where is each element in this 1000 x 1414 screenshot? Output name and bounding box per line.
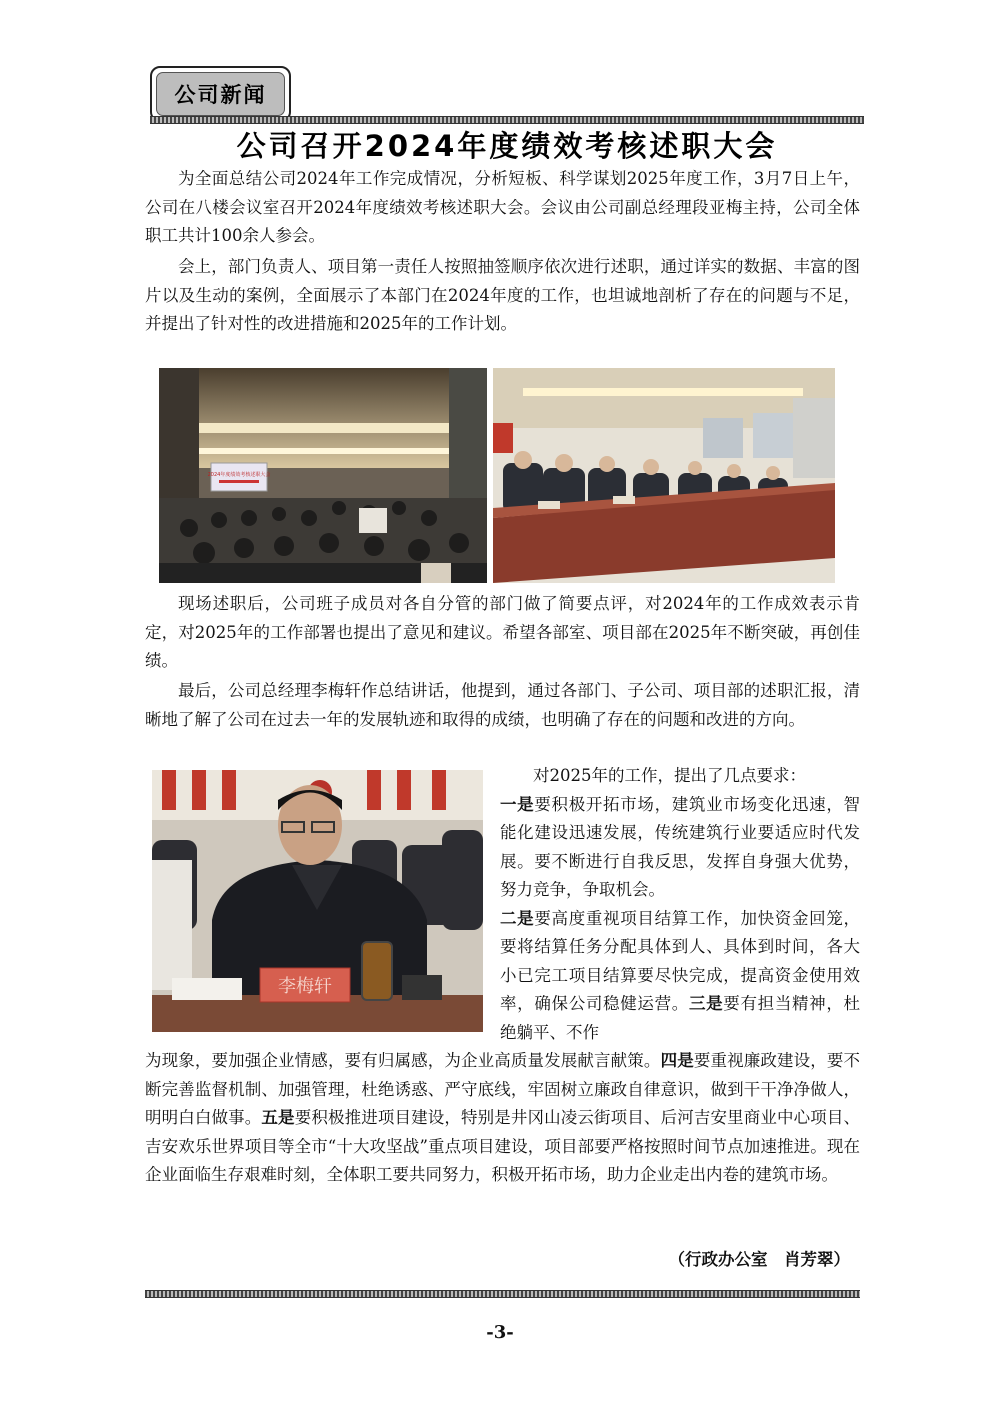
paragraph-2: 会上，部门负责人、项目第一责任人按照抽签顺序依次进行述职，通过详实的数据、丰富的图片以及生动的案例，全面展示了本部门在2024年度的工作，也坦诚地剖析了存在的问题与不足，并提出了针对性的改进措施和2025年的工作计划。 — [145, 257, 860, 333]
req4-label: 四是 — [660, 1051, 694, 1070]
screen-caption: 2024年度绩效考核述职大会 — [207, 472, 271, 478]
req4-text: 要重视廉政建设，要不断完善监督机制、加强管理，杜绝诱惑、严守底线，牢固树立廉政自律意识，做到干干净净做人，明明白白做事。 — [145, 1051, 861, 1127]
author-signature: （行政办公室 肖芳翠） — [668, 1250, 850, 1269]
top-rule — [150, 116, 864, 124]
section-tab — [150, 66, 291, 122]
req1-text: 要积极开拓市场，建筑业市场变化迅速，智能化建设迅速发展，传统建筑行业要适应时代发展。要不断进行自我反思，发挥自身强大优势，努力竞争，争取机会。 — [500, 794, 861, 899]
nameplate-text: 李梅轩 — [278, 976, 332, 997]
paragraph-1: 为全面总结公司2024年工作完成情况，分析短板、科学谋划2025年度工作，3月7日上午，公司在八楼会议室召开2024年度绩效考核述职大会。会议由公司副总经理段亚梅主持，公司全体职工共计100余人参会。 — [145, 169, 860, 245]
meeting-hall-photo — [159, 368, 487, 583]
req2-label: 二是 — [500, 908, 535, 928]
page-number: -3- — [486, 1322, 514, 1343]
manager-photo — [152, 770, 483, 1032]
req3-text-a: 要有担当精神，杜绝躺平、不作 — [500, 994, 861, 1042]
section-label: 公司新闻 — [156, 72, 285, 116]
req5-label: 五是 — [261, 1108, 295, 1127]
article-title: 公司召开2024年度绩效考核述职大会 — [236, 129, 778, 163]
bottom-rule — [145, 1290, 860, 1298]
paragraph-3: 现场述职后，公司班子成员对各自分管的部门做了简要点评，对2024年的工作成效表示肯定，对2025年的工作部署也提出了意见和建议。希望各部室、项目部在2025年不断突破，再创佳绩。 — [145, 594, 860, 670]
requirements-continued — [145, 1047, 860, 1190]
paragraph-4: 最后，公司总经理李梅轩作总结讲话，他提到，通过各部门、子公司、项目部的述职汇报，清晰地了解了公司在过去一年的发展轨迹和取得的成绩，也明确了存在的问题和改进的方向。 — [145, 681, 860, 729]
req2-text: 要高度重视项目结算工作，加快资金回笼，要将结算任务分配具体到人、具体到时间，各大小已完工项目结算要尽快完成，提高资金使用效率，确保公司稳健运营。 — [500, 908, 861, 1013]
attendees-photo — [493, 368, 835, 583]
requirements-intro: 对2025年的工作，提出了几点要求： — [533, 766, 806, 785]
req5-text: 要积极推进项目建设，特别是井冈山凌云街项目、后河吉安里商业中心项目、吉安欢乐世界项目等全市“十大攻坚战”重点项目建设，项目部要严格按照时间节点加速推进。现在企业面临生存艰难时刻，全体职工要共同努力，积极开拓市场，助力企业走出内卷的建筑市场。 — [145, 1108, 861, 1184]
req3-label: 三是 — [688, 994, 724, 1013]
requirements-column — [500, 762, 860, 1047]
req1-label: 一是 — [500, 794, 535, 814]
req3-text-b: 为现象，要加强企业情感，要有归属感，为企业高质量发展献言献策。 — [145, 1051, 661, 1070]
